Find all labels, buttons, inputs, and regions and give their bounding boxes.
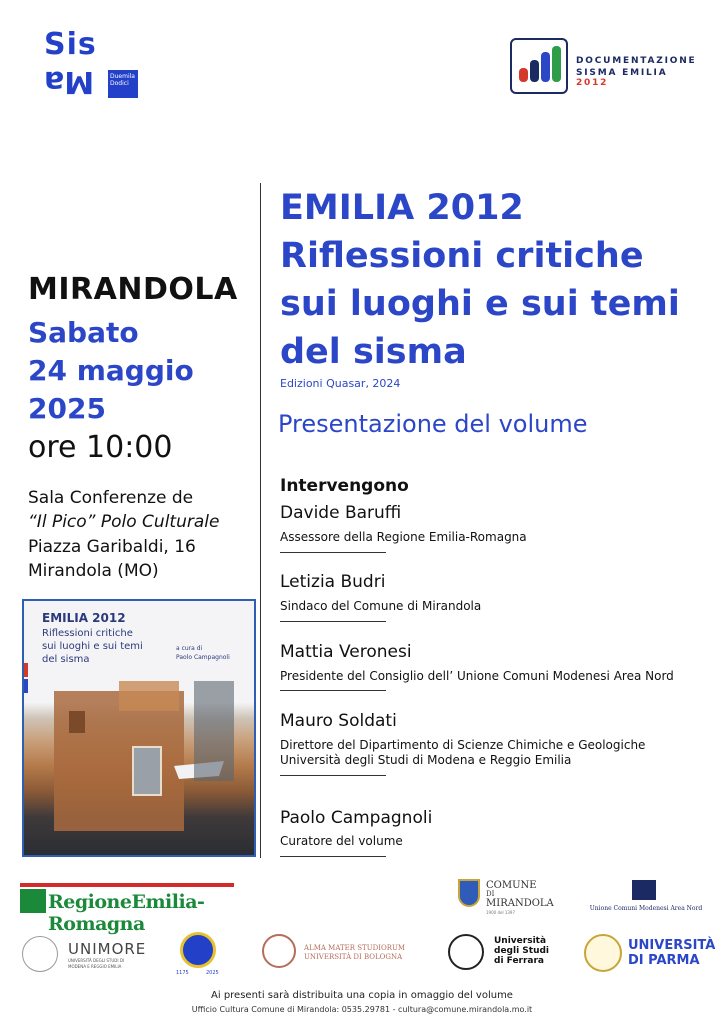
event-day: Sabato bbox=[28, 316, 139, 349]
event-time: ore 10:00 bbox=[28, 430, 173, 465]
event-date: 24 maggio bbox=[28, 354, 194, 387]
cover-subtitle-2: sui luoghi e sui temi bbox=[42, 641, 143, 652]
unibo-logo: ALMA MATER STUDIORUM UNIVERSITÀ DI BOLOGNA bbox=[262, 934, 412, 972]
unife-logo: Università degli Studi di Ferrara bbox=[448, 932, 558, 972]
speaker-divider bbox=[280, 856, 386, 857]
cover-title: EMILIA 2012 bbox=[42, 611, 126, 625]
presentation-heading: Presentazione del volume bbox=[278, 410, 588, 438]
speaker-name: Letizia Budri bbox=[280, 572, 386, 592]
unimore-seal-icon bbox=[22, 936, 58, 972]
speaker-role: Presidente del Consiglio dell’ Unione Comuni Modenesi Area Nord bbox=[280, 669, 674, 683]
speaker-role: Direttore del Dipartimento di Scienze Chimiche e Geologiche bbox=[280, 738, 646, 752]
speaker-name: Mattia Veronesi bbox=[280, 642, 412, 662]
unipr-seal-icon bbox=[584, 934, 622, 972]
vertical-divider bbox=[260, 183, 261, 858]
cover-subtitle-3: del sisma bbox=[42, 654, 90, 665]
unimore-logo: UNIMORE UNIVERSITÀ DEGLI STUDI DI MODENA E REGGIO EMILIA bbox=[22, 934, 140, 974]
speaker-name: Mauro Soldati bbox=[280, 711, 397, 731]
bar-chart-icon bbox=[510, 38, 568, 94]
reflection-building-image bbox=[24, 671, 254, 855]
cover-editor-label: a cura di bbox=[176, 645, 203, 652]
speakers-heading: Intervengono bbox=[280, 476, 409, 496]
speaker-divider bbox=[280, 552, 386, 553]
anniversary-seal-icon bbox=[180, 932, 216, 968]
doc-logo-line1: DOCUMENTAZIONE bbox=[576, 56, 697, 66]
book-title-line-3: sui luoghi e sui temi bbox=[280, 284, 680, 324]
speaker-name: Paolo Campagnoli bbox=[280, 808, 433, 828]
book-title-line-2: Riflessioni critiche bbox=[280, 236, 644, 276]
unibo-seal-icon bbox=[262, 934, 296, 968]
venue-line-2: “Il Pico” Polo Culturale bbox=[28, 512, 220, 532]
regione-flag-icon bbox=[20, 889, 46, 913]
venue-line-1: Sala Conferenze de bbox=[28, 488, 194, 508]
footer-note: Ai presenti sarà distribuita una copia in omaggio del volume bbox=[211, 990, 513, 1001]
book-title bbox=[280, 184, 710, 376]
speaker-divider bbox=[280, 621, 386, 622]
sisma-logo bbox=[44, 27, 136, 102]
unione-comuni-logo: Unione Comuni Modenesi Area Nord bbox=[584, 880, 708, 916]
speaker-divider bbox=[280, 690, 386, 691]
doc-logo-line2: SISMA EMILIA 2012 bbox=[576, 68, 668, 88]
coat-of-arms-icon bbox=[458, 879, 480, 907]
anniversary-logo: 1175 2025 bbox=[176, 932, 222, 978]
book-cover-image bbox=[22, 599, 256, 857]
cover-subtitle-1: Riflessioni critiche bbox=[42, 628, 133, 639]
speaker-role: Università degli Studi di Modena e Reggio Emilia bbox=[280, 753, 572, 767]
speaker-divider bbox=[280, 775, 386, 776]
comune-mirandola-logo: COMUNE DI MIRANDOLA 1900 del 1397 bbox=[458, 877, 558, 917]
unione-grid-icon bbox=[632, 880, 656, 900]
cover-editor: Paolo Campagnoli bbox=[176, 654, 230, 661]
speaker-name: Davide Baruffi bbox=[280, 503, 402, 523]
speaker-role: Assessore della Regione Emilia-Romagna bbox=[280, 530, 527, 544]
book-edition: Edizioni Quasar, 2024 bbox=[280, 377, 401, 390]
book-title-line-4: del sisma bbox=[280, 332, 467, 372]
sisma-logo-bottom: Ma bbox=[44, 64, 95, 99]
event-city: MIRANDOLA bbox=[28, 272, 238, 307]
book-title-line-1: EMILIA 2012 bbox=[280, 188, 524, 228]
documentazione-sisma-logo bbox=[510, 38, 700, 98]
regione-emilia-romagna-logo: RegioneEmilia-Romagna bbox=[20, 883, 234, 915]
event-year: 2025 bbox=[28, 392, 106, 425]
speaker-role: Curatore del volume bbox=[280, 834, 403, 848]
sisma-logo-top: Sis bbox=[44, 27, 97, 62]
sisma-logo-box: Duemila Dodici bbox=[108, 70, 138, 98]
footer-contact: Ufficio Cultura Comune di Mirandola: 0535.29781 - cultura@comune.mirandola.mo.it bbox=[191, 1005, 533, 1014]
venue-line-3: Piazza Garibaldi, 16 bbox=[28, 537, 196, 557]
unife-seal-icon bbox=[448, 934, 484, 970]
unipr-logo: UNIVERSITÀ DI PARMA bbox=[584, 932, 708, 974]
venue-line-4: Mirandola (MO) bbox=[28, 561, 159, 581]
speaker-role: Sindaco del Comune di Mirandola bbox=[280, 599, 482, 613]
